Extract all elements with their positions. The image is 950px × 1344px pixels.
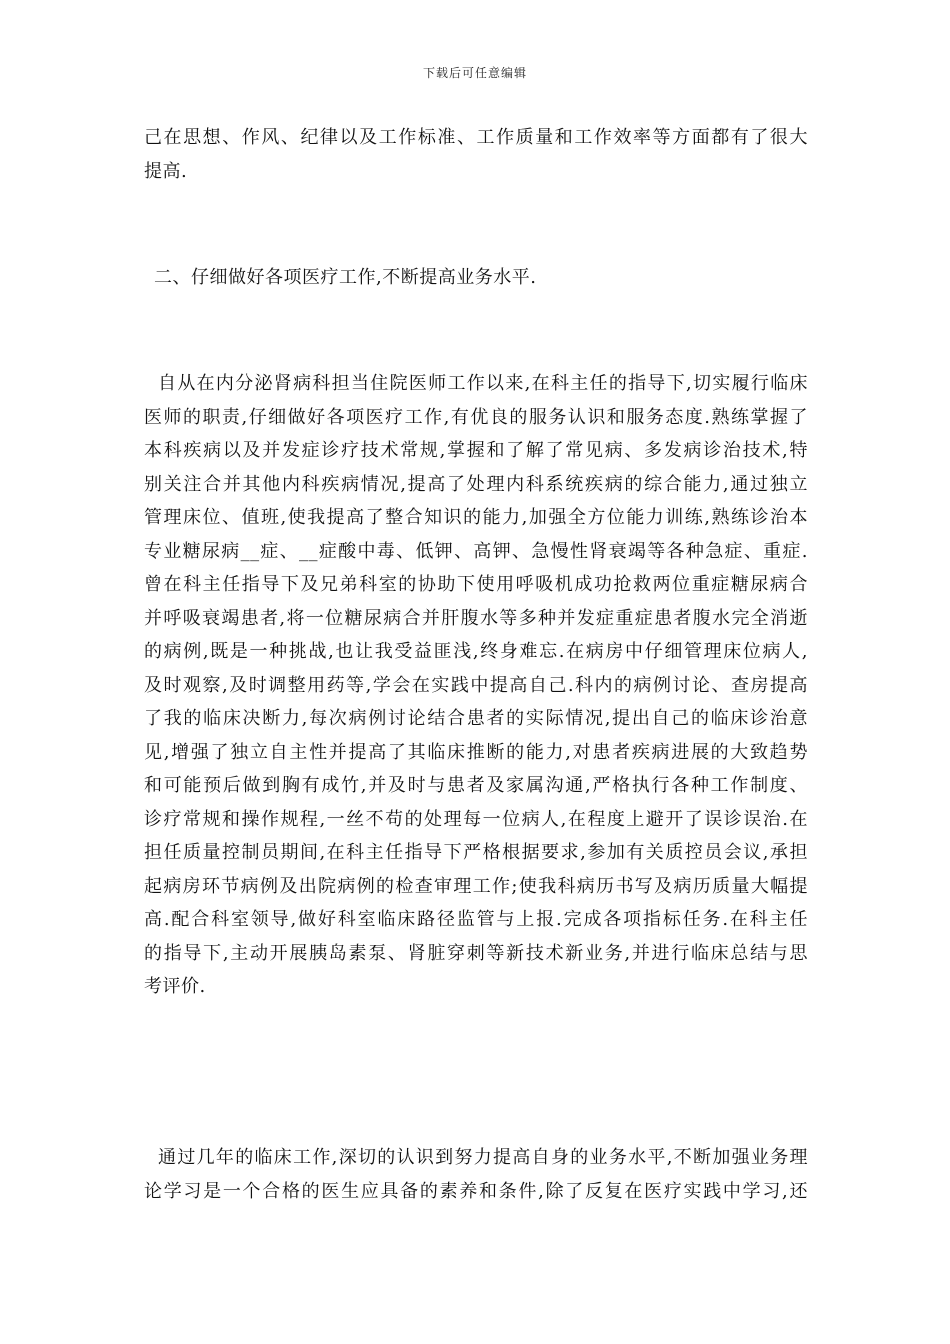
text-line: 及时观察,及时调整用药等,学会在实践中提高自己.科内的病例讨论、查房提高 [144,674,808,696]
text-line: 考评价. [144,976,206,997]
text-line: 曾在科主任指导下及兄弟科室的协助下使用呼吸机成功抢救两位重症糖尿病合 [144,574,808,595]
text-line: 高.配合科室领导,做好科室临床路径监管与上报.完成各项指标任务.在科主任 [144,909,808,930]
text-line: 了我的临床决断力,每次病例讨论结合患者的实际情况,提出自己的临床诊治意 [144,708,808,729]
text-line: 己在思想、作风、纪律以及工作标准、工作质量和工作效率等方面都有了很大 [144,127,808,148]
paragraph-1 [144,121,808,188]
section-heading: 二、仔细做好各项医疗工作,不断提高业务水平. [154,267,537,288]
text-line: 提高. [144,160,188,182]
text-line: 专业糖尿病__症、__症酸中毒、低钾、高钾、急慢性肾衰竭等各种急症、重症. [144,540,808,562]
text-line: 自从在内分泌肾病科担当住院医师工作以来,在科主任的指导下,切实履行临床 [144,373,808,394]
text-line: 管理床位、值班,使我提高了整合知识的能力,加强全方位能力训练,熟练诊治本 [144,507,808,528]
text-line: 和可能预后做到胸有成竹,并及时与患者及家属沟通,严格执行各种工作制度、 [144,775,808,796]
text-line: 医师的职责,仔细做好各项医疗工作,有优良的服务认识和服务态度.熟练掌握了 [144,406,808,428]
text-line: 见,增强了独立自主性并提高了其临床推断的能力,对患者疾病进展的大致趋势 [144,741,808,763]
text-line: 本科疾病以及并发症诊疗技术常规,掌握和了解了常见病、多发病诊治技术,特 [144,440,808,461]
text-line: 通过几年的临床工作,深切的认识到努力提高自身的业务水平,不断加强业务理 [144,1147,808,1168]
text-line: 起病房环节病例及出院病例的检查审理工作;使我科病历书写及病历质量大幅提 [144,875,808,897]
text-line: 的指导下,主动开展胰岛素泵、肾脏穿刺等新技术新业务,并进行临床总结与思 [144,942,808,964]
page-header: 下载后可任意编辑 [422,66,527,80]
paragraph-3 [144,1141,808,1208]
text-line: 诊疗常规和操作规程,一丝不苟的处理每一位病人,在程度上避开了误诊误治.在 [144,808,808,830]
text-line: 别关注合并其他内科疾病情况,提高了处理内科系统疾病的综合能力,通过独立 [144,473,808,495]
text-line: 的病例,既是一种挑战,也让我受益匪浅,终身难忘.在病房中仔细管理床位病人, [144,641,808,662]
text-line: 并呼吸衰竭患者,将一位糖尿病合并肝腹水等多种并发症重症患者腹水完全消逝 [144,607,808,629]
text-line: 担任质量控制员期间,在科主任指导下严格根据要求,参加有关质控员会议,承担 [144,842,808,863]
paragraph-2 [144,367,808,1004]
text-line: 论学习是一个合格的医生应具备的素养和条件,除了反复在医疗实践中学习,还 [144,1180,808,1202]
